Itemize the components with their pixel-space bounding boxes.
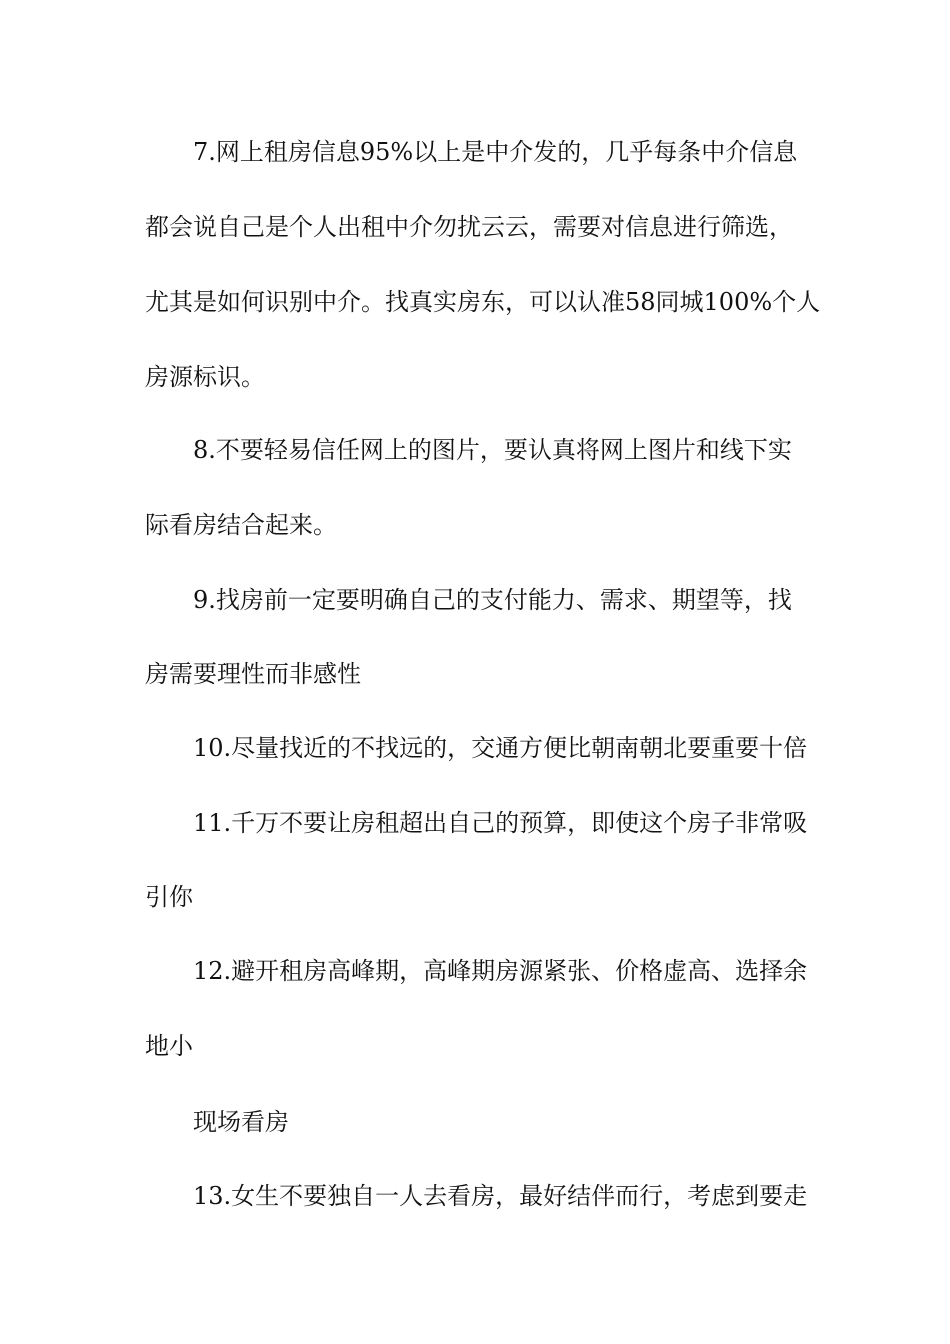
paragraph-9-line-1: 9.找房前一定要明确自己的支付能力、需求、期望等，找 (193, 586, 792, 614)
paragraph-7-line-4: 房源标识。 (145, 363, 265, 391)
paragraph-11-line-1: 11.千万不要让房租超出自己的预算，即使这个房子非常吸 (193, 809, 808, 837)
paragraph-8-line-2: 际看房结合起来。 (145, 511, 337, 539)
paragraph-13-line-1: 13.女生不要独自一人去看房，最好结伴而行，考虑到要走 (193, 1182, 808, 1210)
section-heading: 现场看房 (193, 1108, 289, 1136)
paragraph-12-line-2: 地小 (145, 1032, 193, 1060)
paragraph-7-line-1: 7.网上租房信息95%以上是中介发的，几乎每条中介信息 (193, 138, 798, 166)
paragraph-10-line-1: 10.尽量找近的不找远的，交通方便比朝南朝北要重要十倍 (193, 734, 808, 762)
paragraph-7-line-2: 都会说自己是个人出租中介勿扰云云，需要对信息进行筛选， (145, 213, 793, 241)
paragraph-12-line-1: 12.避开租房高峰期，高峰期房源紧张、价格虚高、选择余 (193, 957, 808, 985)
paragraph-8-line-1: 8.不要轻易信任网上的图片，要认真将网上图片和线下实 (193, 436, 792, 464)
paragraph-11-line-2: 引你 (145, 883, 193, 911)
paragraph-7-line-3: 尤其是如何识别中介。找真实房东，可以认准58同城100%个人 (145, 288, 821, 316)
paragraph-9-line-2: 房需要理性而非感性 (145, 660, 361, 688)
